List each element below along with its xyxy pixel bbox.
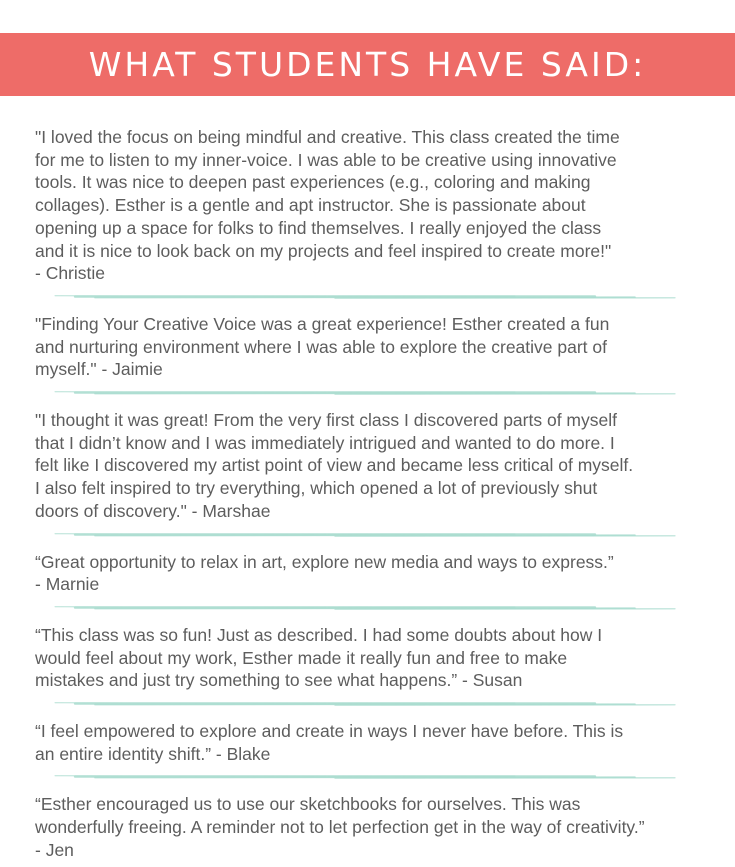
testimonial-line: would feel about my work, Esther made it really fun and free to make (35, 647, 568, 668)
testimonial-quote (35, 720, 715, 765)
testimonial-line: opening up a space for folks to find themselves. I really enjoyed the class (35, 217, 602, 238)
testimonial-quote (35, 126, 715, 285)
testimonial-quote (35, 624, 715, 692)
brush-divider (35, 773, 715, 781)
testimonial-line: mistakes and just try something to see what happens.” - Susan (35, 670, 523, 691)
testimonial-line: "Finding Your Creative Voice was a great experience! Esther created a fun (35, 313, 610, 334)
brush-divider (35, 700, 715, 708)
testimonial-line: wonderfully freeing. A reminder not to let perfection get in the way of creativity.” (35, 817, 645, 838)
testimonial-line: “Esther encouraged us to use our sketchbooks for ourselves. This was (35, 794, 581, 815)
testimonial-line: I also felt inspired to try everything, which opened a lot of previously shut (35, 478, 598, 499)
testimonial-line: - Jen (35, 839, 74, 860)
testimonial-line: collages). Esther is a gentle and apt instructor. She is passionate about (35, 195, 586, 216)
header-banner (0, 33, 735, 96)
brush-divider (35, 604, 715, 612)
page-title: WHAT STUDENTS HAVE SAID: (88, 45, 647, 84)
testimonial-line: - Marnie (35, 574, 100, 595)
testimonial-line: “I feel empowered to explore and create in ways I never have before. This is (35, 721, 624, 742)
testimonial-quote (35, 551, 715, 596)
testimonial-list (35, 126, 715, 862)
testimonial-line: that I didn’t know and I was immediately intrigued and wanted to do more. I (35, 432, 615, 453)
testimonial-line: "I loved the focus on being mindful and creative. This class created the time (35, 127, 620, 147)
testimonial-line: "I thought it was great! From the very first class I discovered parts of myself (35, 410, 617, 431)
brush-divider (35, 293, 715, 301)
testimonial-line: tools. It was nice to deepen past experiences (e.g., coloring and making (35, 172, 591, 193)
testimonial-line: felt like I discovered my artist point of view and became less critical of myself. (35, 455, 634, 476)
brush-divider (35, 531, 715, 539)
testimonial-line: and it is nice to look back on my projects and feel inspired to create more!" (35, 240, 612, 261)
brush-divider (35, 389, 715, 397)
testimonial-line: an entire identity shift.” - Blake (35, 743, 271, 764)
testimonial-quote (35, 313, 715, 381)
testimonial-line: doors of discovery." - Marshae (35, 500, 271, 521)
testimonial-line: “Great opportunity to relax in art, explore new media and ways to express.” (35, 551, 614, 572)
testimonial-quote (35, 793, 715, 861)
testimonial-line: for me to listen to my inner-voice. I was able to be creative using innovative (35, 149, 617, 170)
testimonial-line: myself." - Jaimie (35, 359, 163, 380)
testimonial-line: - Christie (35, 263, 106, 284)
testimonial-line: and nurturing environment where I was able to explore the creative part of (35, 336, 607, 357)
testimonial-line: “This class was so fun! Just as described. I had some doubts about how I (35, 624, 603, 645)
testimonial-quote (35, 409, 715, 523)
